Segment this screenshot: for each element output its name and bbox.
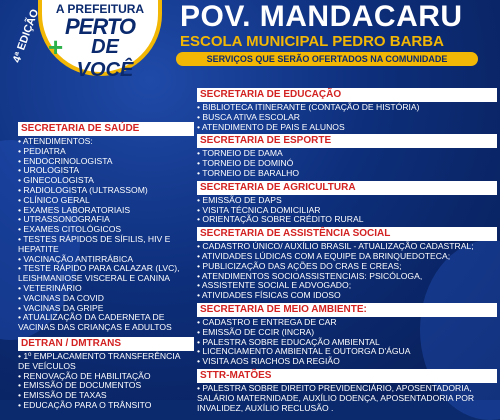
section-title-saude: SECRETARIA DE SAÚDE xyxy=(18,122,194,136)
right-column xyxy=(197,84,497,413)
list-item: • VETERINÁRIO xyxy=(18,282,82,293)
list-item: • EXAMES CITOLÓGICOS xyxy=(18,224,122,235)
logo-line1: A PREFEITURA xyxy=(55,2,145,16)
list-item: • TESTES RÁPIDOS DE SÍFILIS, HIV E HEPATITE xyxy=(18,233,171,254)
list-item: • ASSISTENTE SOCIAL E ADVOGADO; xyxy=(197,280,352,291)
list-item: • ATENDIMENTOS SOCIOASSISTENCIAIS: PSICÓLOGA, xyxy=(197,270,423,281)
header xyxy=(0,0,500,81)
list-item: • TORNEIO DE DOMINÓ xyxy=(197,158,294,169)
list-item: • ATENDIMENTO DE PAIS E ALUNOS xyxy=(197,121,345,132)
list-saude xyxy=(18,137,194,333)
list-item: • PUBLICIZAÇÃO DAS AÇÕES DO CRAS E CREAS; xyxy=(197,260,402,271)
list-item: • UROLOGISTA xyxy=(18,165,80,176)
list-item: • 1º EMPLACAMENTO TRANSFERÊNCIA DE VEÍCULOS xyxy=(18,350,180,371)
list-item: • EXAMES LABORATORIAIS xyxy=(18,204,131,215)
list-item: • BUSCA ATIVA ESCOLAR xyxy=(197,111,300,122)
list-item: • EMISSÃO DE DAPS xyxy=(197,194,282,205)
list-item: • BIBLIOTECA ITINERANTE (CONTAÇÃO DE HISTÓRIA) xyxy=(197,102,420,112)
list-meio-ambiente xyxy=(197,318,497,367)
list-item: • TESTE RÁPIDO PARA CALAZAR (LVC), LEISHMANIOSE VISCERAL E CANINA xyxy=(18,263,180,284)
list-item: • EMISSÃO DE TAXAS xyxy=(18,390,107,401)
list-item: • VACINAS DA GRIPE xyxy=(18,302,104,313)
list-assistencia xyxy=(197,242,497,301)
logo-plus-icon: + xyxy=(48,32,64,62)
list-item: • VACINAÇÃO ANTIRRÁBICA xyxy=(18,253,134,264)
list-item: • ATIVIDADES FÍSICAS COM IDOSO xyxy=(197,290,341,301)
section-title-sttr: STTR-MATÕES xyxy=(197,369,497,383)
list-detran xyxy=(18,352,194,411)
section-title-agricultura: SECRETARIA DE AGRICULTURA xyxy=(197,181,497,195)
page-title: POV. MANDACARU xyxy=(180,0,463,33)
list-item: • RADIOLOGISTA (ULTRASSOM) xyxy=(18,184,148,195)
list-item: • ATUALIZAÇÃO DA CADERNETA DE VACINAS DAS CRIANÇAS E ADULTOS xyxy=(18,312,172,333)
list-item: • VISITA TÉCNICA DOMICILIAR xyxy=(197,204,321,215)
left-column xyxy=(18,118,194,411)
list-item: • UTRASSONOGRAFIA xyxy=(18,214,110,225)
list-item: • ATENDIMENTOS: xyxy=(18,136,93,146)
section-title-meio-ambiente: SECRETARIA DE MEIO AMBIENTE: xyxy=(197,303,497,317)
section-title-esporte: SECRETARIA DE ESPORTE xyxy=(197,134,497,148)
list-item: • ENDOCRINOLOGISTA xyxy=(18,155,113,166)
list-item: • PALESTRA SOBRE DIREITO PREVIDENCIÁRIO, APOSENTADORIA, SALÁRIO MATERNIDADE, AUXÍLIO DOENÇA, APOSENTADORIA POR INVALIDEZ, AUXÍLIO RECLUSÃO . xyxy=(197,382,475,413)
list-item: • RENOVAÇÃO DE HABILITAÇÃO xyxy=(18,370,151,381)
list-item: • CADASTRO E ENTREGA DE CAR xyxy=(197,316,337,327)
section-title-detran: DETRAN / DMTRANS xyxy=(18,337,194,351)
list-item: • VACINAS DA COVID xyxy=(18,292,104,303)
page-subtitle: ESCOLA MUNICIPAL PEDRO BARBA xyxy=(180,33,444,50)
list-esporte xyxy=(197,149,497,178)
list-item: • EMISSÃO DE DOCUMENTOS xyxy=(18,380,142,391)
list-item: • VISITA AOS RIACHOS DA REGIÃO xyxy=(197,356,340,367)
list-item: • ATIVIDADES LÚDICAS COM A EQUIPE DA BRINQUEDOTECA; xyxy=(197,250,451,261)
list-item: • TORNEIO DE DAMA xyxy=(197,148,283,159)
edition-label: 4ª EDIÇÃO xyxy=(10,7,42,65)
list-item: • GINECOLOGISTA xyxy=(18,175,94,186)
list-agricultura xyxy=(197,196,497,225)
list-item: • PEDIATRA xyxy=(18,145,66,156)
logo-line2: PERTO xyxy=(65,14,135,39)
list-item: • EMISSÃO DE CCIR (INCRA) xyxy=(197,326,315,337)
list-item: • TORNEIO DE BARALHO xyxy=(197,167,300,178)
services-banner: SERVIÇOS QUE SERÃO OFERTADOS NA COMUNIDADE xyxy=(176,52,478,66)
list-item: • LICENCIAMENTO AMBIENTAL E OUTORGA D'ÁGUA xyxy=(197,346,411,357)
list-item: • CLÍNICO GERAL xyxy=(18,194,90,205)
list-item: • ORIENTAÇÃO SOBRE CRÉDITO RURAL xyxy=(197,214,364,225)
list-item: • PALESTRA SOBRE EDUCAÇÃO AMBIENTAL xyxy=(197,336,380,347)
list-educacao xyxy=(197,103,497,132)
list-sttr xyxy=(197,384,497,413)
section-title-assistencia: SECRETARIA DE ASSISTÊNCIA SOCIAL xyxy=(197,227,497,241)
list-item: • EDUCAÇÃO PARA O TRÂNSITO xyxy=(18,399,152,410)
section-title-educacao: SECRETARIA DE EDUCAÇÃO xyxy=(197,88,497,102)
list-item: • CADASTRO ÚNICO/ AUXÍLIO BRASIL - ATUALIZAÇÃO CADASTRAL; xyxy=(197,241,474,252)
logo-line3: DE VOCÊ xyxy=(76,36,134,81)
